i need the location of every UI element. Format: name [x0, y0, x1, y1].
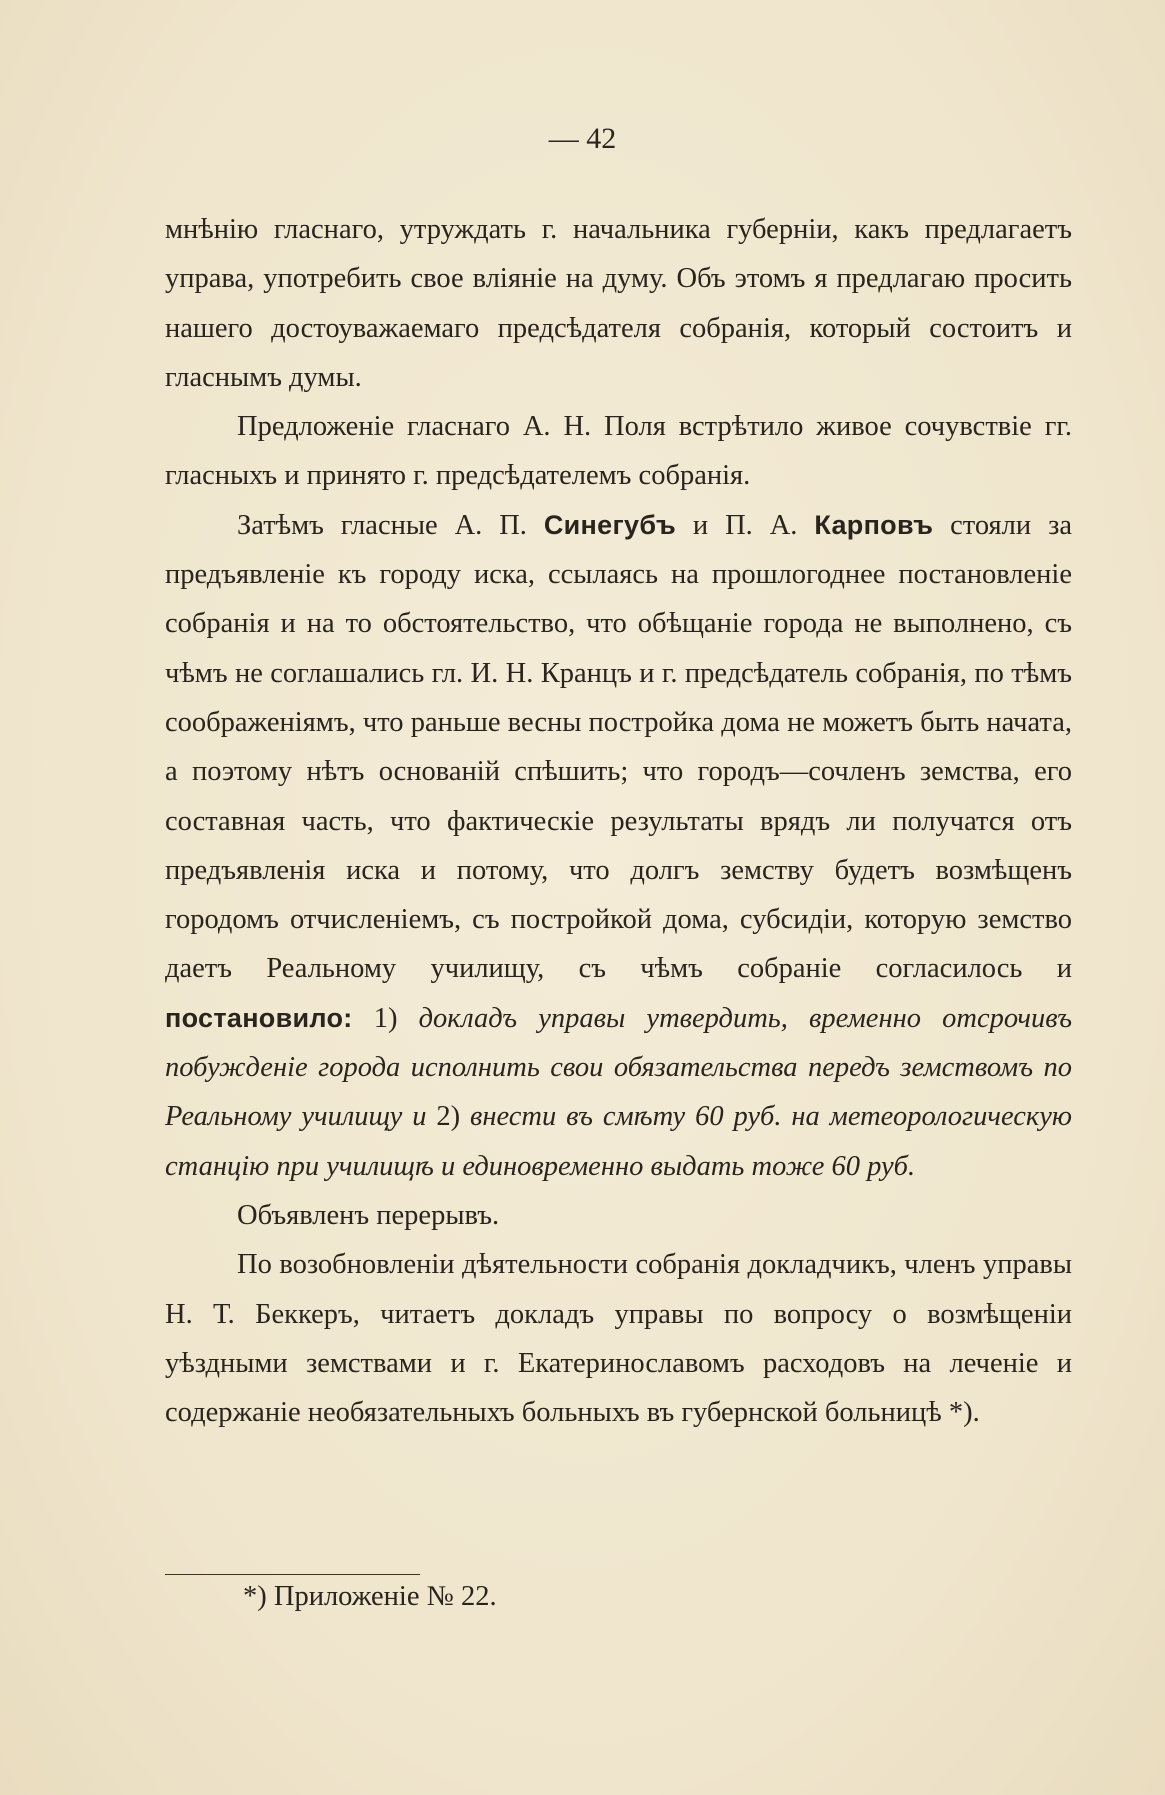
body-text: [165, 205, 1072, 1437]
paragraph-4: Объявленъ перерывъ.: [237, 1199, 500, 1231]
name-sinegub: Синегубъ: [543, 509, 676, 540]
paragraph-5: По возобновленіи дѣятельности собранія докладчикъ, членъ управы Н. Т. Беккеръ, читаетъ докладъ управы по вопросу о возмѣщеніи уѣздными земствами и г. Екатеринославомъ расходовъ на леченіе и содержаніе необязательныхъ больныхъ въ губернской больницѣ *).: [165, 1249, 1072, 1429]
paragraph-3-text-a: Затѣмъ гласные А. П.: [237, 509, 544, 541]
footnote: *) Приложеніе № 22.: [243, 1581, 497, 1612]
paragraph-2: Предложеніе гласнаго А. Н. Поля встрѣтило живое сочувствіе гг. гласныхъ и принято г. предсѣдателемъ собранія.: [165, 411, 1072, 492]
decided-word: постановило:: [165, 1002, 353, 1033]
item-2-number: 2): [426, 1101, 470, 1133]
paragraph-3-text-c: стояли за предъявленіе къ городу иска, ссылаясь на прошлогоднее постановленіе собранія и на то обстоятельство, что обѣщаніе города не выполнено, съ чѣмъ не соглашались гл. И. Н. Кранцъ и г. предсѣдатель собранія, по тѣмъ соображеніямъ, что раньше весны постройка дома не можетъ быть начата, а поэтому нѣтъ основаній спѣшить; что городъ—сочленъ земства, его составная часть, что фактическіе результаты врядъ ли получатся отъ предъявленія иска и потому, что долгъ земству будетъ возмѣщенъ городомъ отчисленіемъ, съ постройкой дома, субсидіи, которую земство даетъ Реальному училищу, съ чѣмъ собраніе согласилось и: [165, 509, 1072, 985]
resolution-item-1: докладъ управы утвердить, временно отсрочивъ побужденіе города исполнить свои обязательства передъ земствомъ по Реальному училищу и: [165, 1002, 1072, 1133]
paragraph-3-text-b: и П. А.: [675, 509, 815, 541]
paragraph-3: [165, 501, 1072, 1191]
item-1-number: 1): [352, 1002, 419, 1034]
name-karpov: Карповъ: [814, 509, 934, 540]
paragraph-1: мнѣнію гласнаго, утруждать г. начальника губерніи, какъ предлагаетъ управа, употребить свое вліяніе на думу. Объ этомъ я предлагаю просить нашего достоуважаемаго предсѣдателя собранія, который состоитъ и гласнымъ думы.: [165, 214, 1072, 393]
footnote-divider: [165, 1574, 420, 1575]
page-number: — 42: [548, 122, 617, 155]
resolution-item-2: внести въ смѣту 60 руб. на метеорологическую станцію при училищѣ и единовременно выдать тоже 60 руб.: [165, 1101, 1072, 1182]
